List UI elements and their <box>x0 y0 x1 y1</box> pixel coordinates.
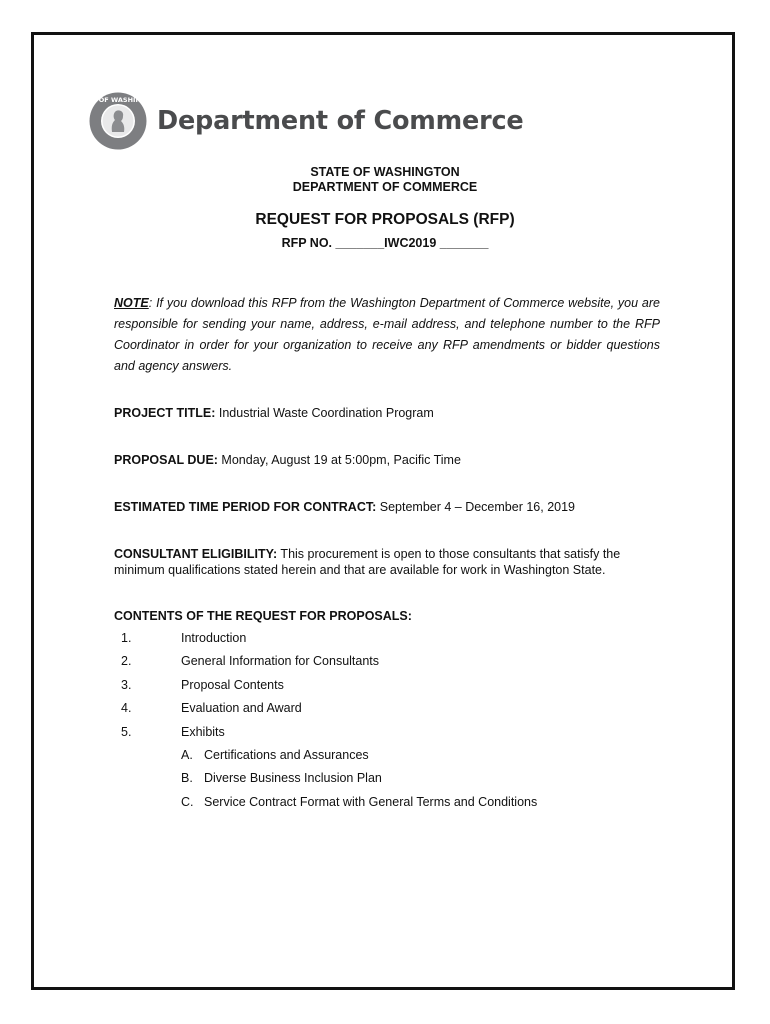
time-period-label: ESTIMATED TIME PERIOD FOR CONTRACT: <box>114 500 377 514</box>
sub-item-letter: C. <box>181 794 194 809</box>
list-item-number: 4. <box>121 701 132 716</box>
sub-item-text: Certifications and Assurances <box>204 747 369 762</box>
washington-seal-icon <box>74 92 162 150</box>
eligibility-value: This procurement is open to those consultants that satisfy the minimum qualifications stated herein and that are available for work in Washington State. <box>114 547 621 577</box>
time-period-value: September 4 – December 16, 2019 <box>376 500 575 514</box>
list-item-number: 1. <box>121 631 132 645</box>
time-period-line <box>114 499 664 515</box>
sub-item-text: Service Contract Format with General Terms and Conditions <box>204 794 538 809</box>
eligibility-label: CONSULTANT ELIGIBILITY: <box>114 547 278 561</box>
document-title: REQUEST FOR PROPOSALS (RFP) <box>255 211 515 228</box>
contents-heading-text: CONTENTS OF THE REQUEST FOR PROPOSALS: <box>114 609 412 623</box>
department-name: DEPARTMENT OF COMMERCE <box>292 180 478 194</box>
sub-item-letter: B. <box>181 771 193 786</box>
seal-text-top: STATE OF WASHINGTON <box>74 96 162 104</box>
list-item-text: Exhibits <box>181 724 225 739</box>
list-item-text: General Information for Consultants <box>181 654 380 669</box>
proposal-due-label: PROPOSAL DUE: <box>114 453 218 467</box>
list-item-number: 3. <box>121 677 132 692</box>
list-item-text: Proposal Contents <box>181 677 284 692</box>
department-logo <box>74 92 524 150</box>
proposal-due-line <box>114 452 664 468</box>
list-item-number: 5. <box>121 724 132 739</box>
rfp-number: RFP NO. _______IWC2019 _______ <box>281 236 489 250</box>
proposal-due-value: Monday, August 19 at 5:00pm, Pacific Time <box>217 453 461 467</box>
contents-heading <box>114 608 664 624</box>
sub-item-letter: A. <box>181 747 193 762</box>
project-title-line <box>114 405 664 421</box>
list-item-text: Introduction <box>181 631 247 645</box>
list-item-number: 2. <box>121 654 132 669</box>
note-label: NOTE <box>114 296 149 310</box>
note-text: : If you download this RFP from the Washington Department of Commerce website, you are responsible for sending your name, address, e-mail address, and telephone number to the RFP Coordinator in order for your organization to receive any RFP amendments or bidder questions and agency answers. <box>114 296 660 373</box>
project-title-value: Industrial Waste Coordination Program <box>215 406 434 420</box>
list-item-text: Evaluation and Award <box>181 701 302 716</box>
eligibility-paragraph <box>114 546 664 578</box>
logo-text: Department of Commerce <box>157 106 524 136</box>
issuer-block <box>0 165 770 195</box>
note-paragraph <box>114 293 660 377</box>
project-title-label: PROJECT TITLE: <box>114 406 216 420</box>
sub-item-text: Diverse Business Inclusion Plan <box>204 771 382 786</box>
state-name: STATE OF WASHINGTON <box>310 165 460 179</box>
